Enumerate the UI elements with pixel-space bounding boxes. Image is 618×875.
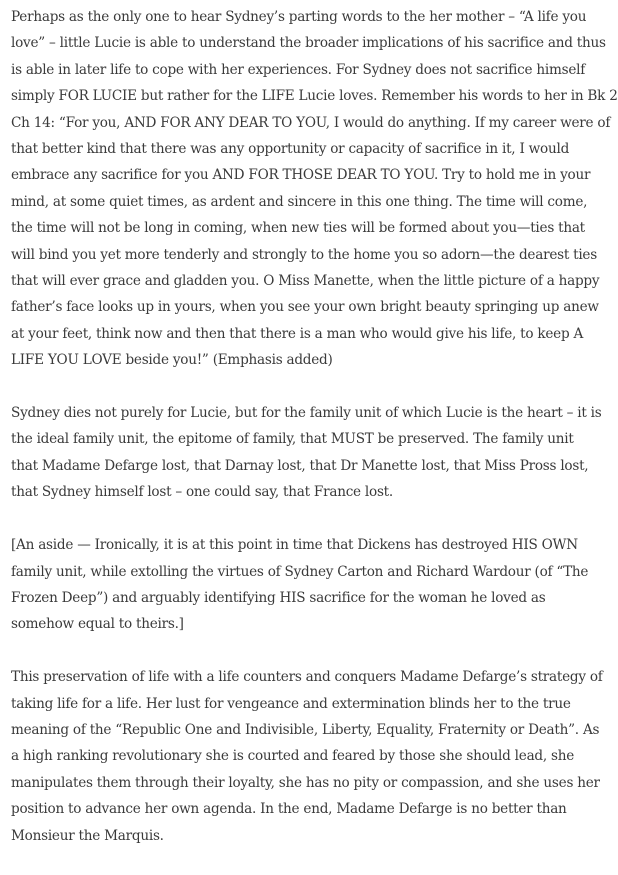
text-line: LIFE YOU LOVE beside you!” (Emphasis added)	[11, 352, 333, 369]
text-line: somehow equal to theirs.]	[11, 616, 184, 633]
text-line: will bind you yet more tenderly and strongly to the home you so adorn—the dearest ties	[11, 246, 597, 263]
text-line: meaning of the “Republic One and Indivisible, Liberty, Equality, Fraternity or Death”. As	[11, 721, 600, 738]
text-line: that will ever grace and gladden you. O Miss Manette, when the little picture of a happy	[11, 273, 600, 290]
text-line: Frozen Deep”) and arguably identifying HIS sacrifice for the woman he loved as	[11, 589, 546, 606]
text-line: the time will not be long in coming, when new ties will be formed about you—ties that	[11, 220, 585, 237]
text-line: Monsieur the Marquis.	[11, 827, 164, 844]
text-line: This preservation of life with a life counters and conquers Madame Defarge’s strategy of	[11, 669, 603, 686]
text-line: [An aside — Ironically, it is at this point in time that Dickens has destroyed HIS OWN	[11, 537, 578, 554]
text-line: at your feet, think now and then that there is a man who would give his life, to keep A	[11, 325, 584, 342]
text-line: is able in later life to cope with her experiences. For Sydney does not sacrifice himself	[11, 61, 585, 78]
text-line: taking life for a life. Her lust for vengeance and extermination blinds her to the true	[11, 695, 571, 712]
text-line: Sydney dies not purely for Lucie, but for the family unit of which Lucie is the heart – it is	[11, 405, 602, 422]
text-line: manipulates them through their loyalty, she has no pity or compassion, and she uses her	[11, 774, 600, 791]
paragraph-sacrifice-quote	[11, 4, 618, 374]
text-line: family unit, while extolling the virtues of Sydney Carton and Richard Wardour (of “The	[11, 563, 589, 580]
article-body	[11, 4, 618, 875]
paragraph-family-unit	[11, 400, 613, 506]
text-line: love” – little Lucie is able to understand the broader implications of his sacrifice and thus	[11, 35, 606, 52]
text-line: simply FOR LUCIE but rather for the LIFE Lucie loves. Remember his words to her in Bk 2	[11, 88, 618, 105]
text-line: Ch 14: “For you, AND FOR ANY DEAR TO YOU, I would do anything. If my career were of	[11, 114, 611, 131]
text-line: that Sydney himself lost – one could say, that France lost.	[11, 484, 393, 501]
text-line: mind, at some quiet times, as ardent and sincere in this one thing. The time will come,	[11, 193, 588, 210]
text-line: father’s face looks up in yours, when you see your own bright beauty springing up anew	[11, 299, 599, 316]
text-line: a high ranking revolutionary she is courted and feared by those she should lead, she	[11, 748, 575, 765]
text-line: embrace any sacrifice for you AND FOR THOSE DEAR TO YOU. Try to hold me in your	[11, 167, 591, 184]
text-line: Perhaps as the only one to hear Sydney’s parting words to the her mother – “A life you	[11, 9, 587, 25]
text-line: that better kind that there was any opportunity or capacity of sacrifice in it, I would	[11, 141, 570, 158]
text-line: the ideal family unit, the epitome of family, that MUST be preserved. The family unit	[11, 431, 574, 448]
paragraph-aside	[11, 532, 613, 638]
text-line: that Madame Defarge lost, that Darnay lost, that Dr Manette lost, that Miss Pross lost,	[11, 457, 589, 474]
text-line: position to advance her own agenda. In the end, Madame Defarge is no better than	[11, 801, 567, 818]
paragraph-defarge	[11, 664, 613, 849]
